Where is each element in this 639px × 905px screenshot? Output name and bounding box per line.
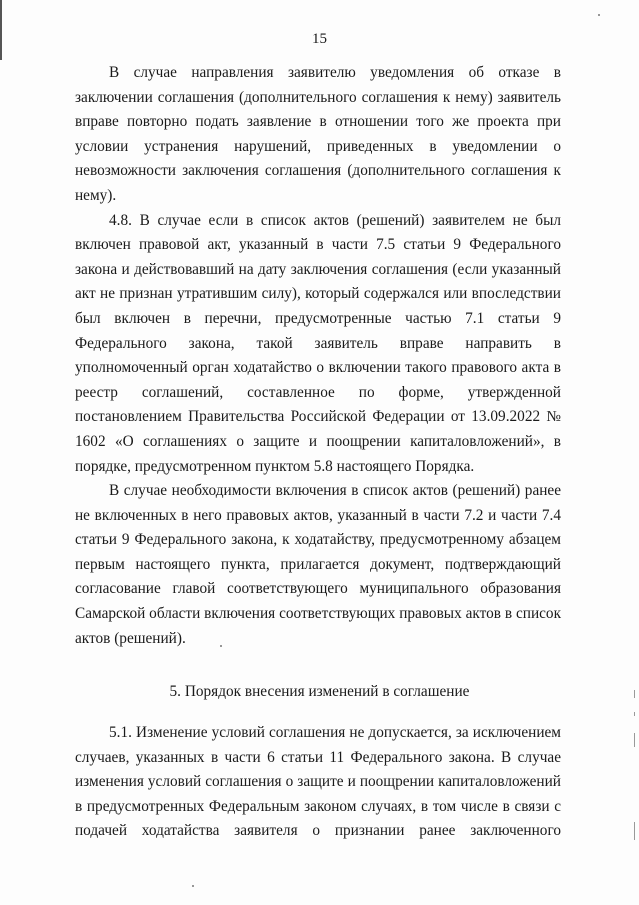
scan-artifact — [634, 822, 635, 840]
scan-edge-mark — [0, 0, 2, 60]
scan-artifact — [634, 712, 635, 716]
paragraph-notification-refusal: В случае направления заявителю уведомления об отказе в заключении соглашения (дополнительного соглашения к нему) заявитель вправе повторно подать заявление в отношении того же проекта при условии устранения нарушений, приведенных в уведомлении о невозможности заключения соглашения (дополнительного соглашения к нему). — [75, 64, 561, 204]
paragraph-5-1: 5.1. Изменение условий соглашения не допускается, за исключением случаев, указанных в части 6 статьи 11 Федерального закона. В случае изменения условий соглашения о защите и поощрении капиталовложений в предусмотренных Федеральным законом случаях, в том числе в связи с подачей ходатайства заявителя о признании ранее заключенного — [75, 724, 561, 840]
scan-speck — [220, 645, 222, 647]
paragraph-4-8: 4.8. В случае если в список актов (решений) заявителем не был включен правовой акт, указанный в части 7.5 статьи 9 Федерального закона и действовавший на дату заключения соглашения (если указанный акт не признан утратившим силу), который содержался или впоследствии был включен в перечни, предусмотренные частью 7.1 статьи 9 Федерального закона, такой заявитель вправе направить в уполномоченный орган ходатайство о включении такого правового акта в реестр соглашений, составленное по форме, утвержденной постановлением Правительства Российской Федерации от 13.09.2022 № 1602 «О соглашениях о защите и поощрении капиталовложений», в порядке, предусмотренном пунктом 5.8 настоящего Порядка. — [75, 211, 561, 475]
section-body-text — [75, 721, 561, 844]
scan-speck — [192, 885, 194, 887]
scan-artifact — [634, 733, 635, 747]
section-heading: 5. Порядок внесения изменений в соглашение — [169, 683, 470, 700]
scan-artifact — [634, 690, 635, 698]
scan-speck — [598, 14, 600, 16]
paragraph-inclusion-acts: В случае необходимости включения в список актов (решений) ранее не включенных в него правовых актов, указанный в части 7.2 и части 7.4 статьи 9 Федерального закона, к ходатайству, предусмотренному абзацем первым настоящего пункта, прилагается документ, подтверждающий согласование главой соответствующего муниципального образования Самарской области включения соответствующих правовых актов в список актов (решений). — [75, 482, 561, 647]
body-text — [75, 61, 561, 651]
page-number: 15 — [312, 31, 327, 47]
